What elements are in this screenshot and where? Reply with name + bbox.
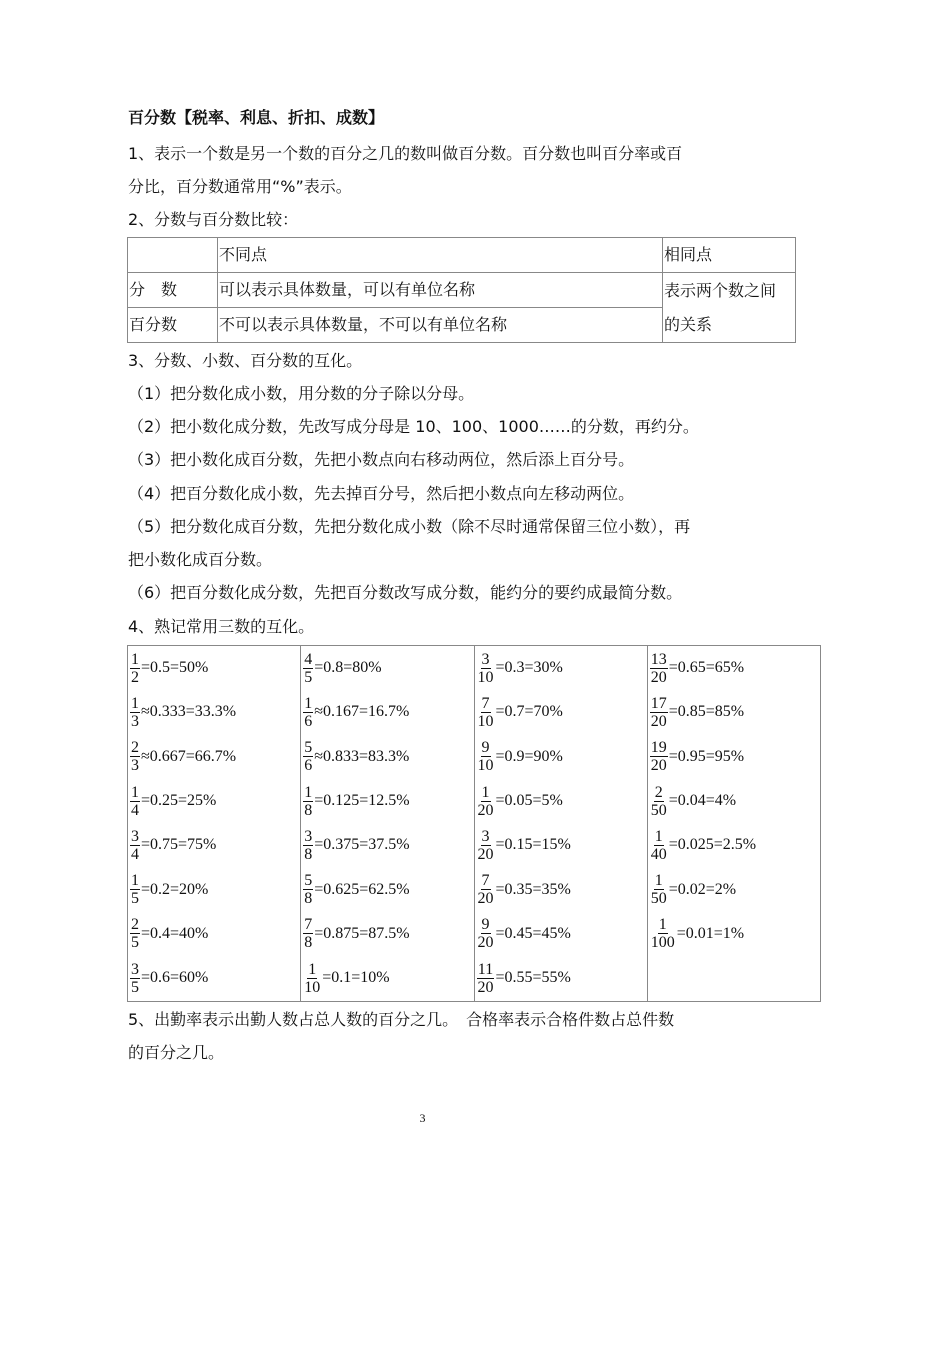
denominator: 3: [131, 757, 139, 775]
numerator: 1: [654, 872, 663, 890]
conversion-entry: [650, 867, 820, 911]
denominator: 20: [650, 757, 667, 775]
conversion-value: =0.375=37.5%: [314, 836, 410, 854]
numerator: 1: [308, 960, 317, 978]
conversion-entry: [477, 735, 647, 779]
conversion-entry: [650, 823, 820, 867]
same-line-1: 表示两个数之间: [664, 280, 777, 300]
conversion-entry: [650, 912, 820, 956]
denominator: 5: [131, 890, 139, 908]
denominator: 20: [477, 934, 494, 952]
denominator: 20: [650, 712, 667, 730]
conversion-column: [647, 646, 820, 1002]
conversion-entry: [477, 823, 647, 867]
denominator: 6: [304, 712, 313, 730]
conversion-value: =0.4=40%: [141, 924, 209, 942]
conversion-entry: [650, 646, 820, 690]
conversion-value: =0.2=20%: [141, 880, 209, 898]
numerator: 4: [304, 650, 313, 668]
numerator: 13: [650, 650, 667, 668]
fraction: [650, 784, 668, 819]
conversion-value: =0.15=15%: [495, 836, 571, 854]
fraction: [130, 784, 140, 819]
fraction: [130, 872, 140, 907]
denominator: 5: [304, 668, 313, 686]
conversion-value: =0.04=4%: [668, 792, 737, 810]
fraction: [303, 828, 313, 863]
fraction: [477, 961, 495, 996]
conversion-value: ≈0.833=83.3%: [314, 747, 410, 765]
conversion-entry: [303, 735, 473, 779]
fraction: [477, 916, 495, 951]
fraction: [477, 872, 495, 907]
conversion-value: =0.01=1%: [676, 924, 745, 942]
conversion-entry: [303, 823, 473, 867]
denominator: 10: [477, 712, 494, 730]
conversion-entry: [650, 735, 820, 779]
conversion-column: [128, 646, 301, 1002]
conversion-value: =0.55=55%: [495, 969, 571, 987]
numerator: 3: [481, 827, 490, 845]
denominator: 10: [477, 668, 494, 686]
conversion-value: =0.3=30%: [495, 659, 563, 677]
numerator: 2: [654, 783, 663, 801]
percent-diff: 不可以表示具体数量，不可以有单位名称: [218, 308, 663, 343]
fraction: [303, 695, 313, 730]
numerator: 9: [481, 916, 490, 934]
conversion-entry: [477, 690, 647, 734]
denominator: 8: [304, 845, 313, 863]
fraction: [477, 784, 495, 819]
denominator: 40: [650, 845, 667, 863]
rule-4: （4）把百分数化成小数，先去掉百分号，然后把小数点向左移动两位。: [128, 484, 635, 503]
rule-6: （6）把百分数化成分数，先把百分数改写成分数，能约分的要约成最简分数。: [128, 583, 683, 602]
denominator: 8: [304, 934, 313, 952]
conversion-entry: [650, 690, 820, 734]
conversion-entry: [130, 956, 300, 1000]
denominator: 8: [304, 890, 313, 908]
conversion-entry: [303, 956, 473, 1000]
rule-2: （2）把小数化成分数，先改写成分母是 10、100、1000……的分数，再约分。: [128, 417, 699, 436]
denominator: 4: [131, 801, 139, 819]
numerator: 5: [304, 872, 313, 890]
numerator: 1: [131, 783, 139, 801]
fraction: [303, 739, 313, 774]
denominator: 50: [650, 801, 667, 819]
fraction: [303, 872, 313, 907]
conversion-entry: [130, 779, 300, 823]
conversion-entry: [477, 912, 647, 956]
fraction: [477, 695, 495, 730]
conversion-value: =0.9=90%: [495, 747, 563, 765]
fraction: [130, 961, 140, 996]
denominator: 100: [650, 934, 675, 952]
numerator: 1: [131, 872, 139, 890]
conversion-entry: [650, 779, 820, 823]
conversion-value: ≈0.167=16.7%: [314, 703, 410, 721]
conversion-value: =0.45=45%: [495, 924, 571, 942]
rule-5-cont: 把小数化成百分数。: [128, 550, 273, 569]
fraction: [477, 651, 495, 686]
denominator: 20: [477, 890, 494, 908]
fraction: [303, 651, 313, 686]
memorize-heading: 4、熟记常用三数的互化。: [128, 617, 315, 636]
header-same: 相同点: [663, 238, 796, 273]
conversion-value: =0.85=85%: [668, 703, 745, 721]
denominator: 4: [131, 845, 139, 863]
page-title: 百分数【税率、利息、折扣、成数】: [128, 108, 385, 127]
conversion-entry: [130, 823, 300, 867]
conversion-value: =0.875=87.5%: [314, 924, 410, 942]
conversion-column: [474, 646, 647, 1002]
denominator: 6: [304, 757, 313, 775]
denominator: 20: [650, 668, 667, 686]
header-diff: 不同点: [218, 238, 663, 273]
numerator: 2: [131, 916, 139, 934]
rule-5: （5）把分数化成百分数，先把分数化成小数（除不尽时通常保留三位小数），再: [128, 517, 691, 536]
fraction: [477, 739, 495, 774]
fraction: [130, 695, 140, 730]
conversion-value: =0.25=25%: [141, 792, 217, 810]
fraction: [303, 784, 313, 819]
conversion-entry: [477, 646, 647, 690]
numerator: 3: [481, 650, 490, 668]
fraction: [303, 961, 321, 996]
row-label-fraction: 分 数: [128, 273, 218, 308]
denominator: 20: [477, 978, 494, 996]
numerator: 19: [650, 739, 667, 757]
empty-header-cell: [128, 238, 218, 273]
numerator: 1: [304, 783, 313, 801]
conversion-entry: [303, 779, 473, 823]
conversion-value: =0.95=95%: [668, 747, 745, 765]
denominator: 5: [131, 978, 139, 996]
numerator: 11: [477, 960, 494, 978]
denominator: 5: [131, 934, 139, 952]
fraction: [650, 872, 668, 907]
conversion-table: [127, 645, 821, 1002]
numerator: 1: [131, 650, 139, 668]
fraction: [130, 739, 140, 774]
fraction-diff: 可以表示具体数量，可以有单位名称: [218, 273, 663, 308]
conversion-entry: [130, 646, 300, 690]
denominator: 20: [477, 845, 494, 863]
denominator: 50: [650, 890, 667, 908]
conversion-heading: 3、分数、小数、百分数的互化。: [128, 351, 363, 370]
conversion-entry: [130, 867, 300, 911]
conversion-entry: [130, 690, 300, 734]
denominator: 8: [304, 801, 313, 819]
conversion-entry: [303, 912, 473, 956]
conversion-entry: [477, 779, 647, 823]
fraction: [650, 651, 668, 686]
numerator: 17: [650, 694, 667, 712]
conversion-entry: [477, 956, 647, 1000]
fraction: [650, 739, 668, 774]
denominator: 10: [304, 978, 321, 996]
conversion-value: =0.35=35%: [495, 880, 571, 898]
numerator: 7: [481, 694, 490, 712]
rule-1: （1）把分数化成小数，用分数的分子除以分母。: [128, 384, 475, 403]
conversion-value: ≈0.333=33.3%: [141, 703, 237, 721]
numerator: 9: [481, 739, 490, 757]
fraction: [650, 828, 668, 863]
numerator: 5: [304, 739, 313, 757]
numerator: 1: [481, 783, 490, 801]
fraction: [130, 828, 140, 863]
conversion-value: =0.6=60%: [141, 969, 209, 987]
comparison-heading: 2、分数与百分数比较：: [128, 210, 299, 229]
conversion-value: =0.75=75%: [141, 836, 217, 854]
numerator: 1: [304, 694, 313, 712]
denominator: 2: [131, 668, 139, 686]
conversion-value: =0.7=70%: [495, 703, 563, 721]
definition-line-1: 1、表示一个数是另一个数的百分之几的数叫做百分数。百分数也叫百分率或百: [128, 144, 683, 163]
conversion-entry: [303, 646, 473, 690]
conversion-value: =0.02=2%: [668, 880, 737, 898]
fraction: [477, 828, 495, 863]
rule-3: （3）把小数化成百分数，先把小数点向右移动两位，然后添上百分号。: [128, 450, 635, 469]
page-number: 3: [419, 1111, 426, 1125]
numerator: 7: [481, 872, 490, 890]
conversion-value: =0.025=2.5%: [668, 836, 757, 854]
conversion-value: =0.65=65%: [668, 659, 745, 677]
conversion-entry: [477, 867, 647, 911]
conversion-entry: [130, 735, 300, 779]
fraction: [650, 916, 676, 951]
fraction: [650, 695, 668, 730]
numerator: 1: [658, 916, 667, 934]
conversion-entry: [303, 867, 473, 911]
numerator: 1: [654, 827, 663, 845]
denominator: 3: [131, 712, 139, 730]
numerator: 3: [304, 827, 313, 845]
numerator: 3: [131, 827, 139, 845]
conversion-value: ≈0.667=66.7%: [141, 747, 237, 765]
same-line-2: 的关系: [664, 314, 713, 334]
attendance-line-2: 的百分之几。: [128, 1043, 225, 1062]
numerator: 7: [304, 916, 313, 934]
attendance-line-1: 5、出勤率表示出勤人数占总人数的百分之几。 合格率表示合格件数占总件数: [128, 1010, 675, 1029]
conversion-value: =0.5=50%: [141, 659, 209, 677]
conversion-value: =0.125=12.5%: [314, 792, 410, 810]
fraction: [130, 916, 140, 951]
conversion-value: =0.8=80%: [314, 659, 382, 677]
same-cell: [663, 273, 796, 343]
conversion-value: =0.625=62.5%: [314, 880, 410, 898]
conversion-value: =0.1=10%: [322, 969, 390, 987]
conversion-entry: [130, 912, 300, 956]
definition-line-2: 分比，百分数通常用“%”表示。: [128, 177, 352, 196]
conversion-entry: [303, 690, 473, 734]
fraction: [130, 651, 140, 686]
numerator: 2: [131, 739, 139, 757]
numerator: 3: [131, 960, 139, 978]
denominator: 20: [477, 801, 494, 819]
fraction: [303, 916, 313, 951]
comparison-table: [127, 237, 796, 343]
row-label-percent: 百分数: [128, 308, 218, 343]
denominator: 10: [477, 757, 494, 775]
numerator: 1: [131, 694, 139, 712]
conversion-value: =0.05=5%: [495, 792, 563, 810]
conversion-column: [301, 646, 474, 1002]
